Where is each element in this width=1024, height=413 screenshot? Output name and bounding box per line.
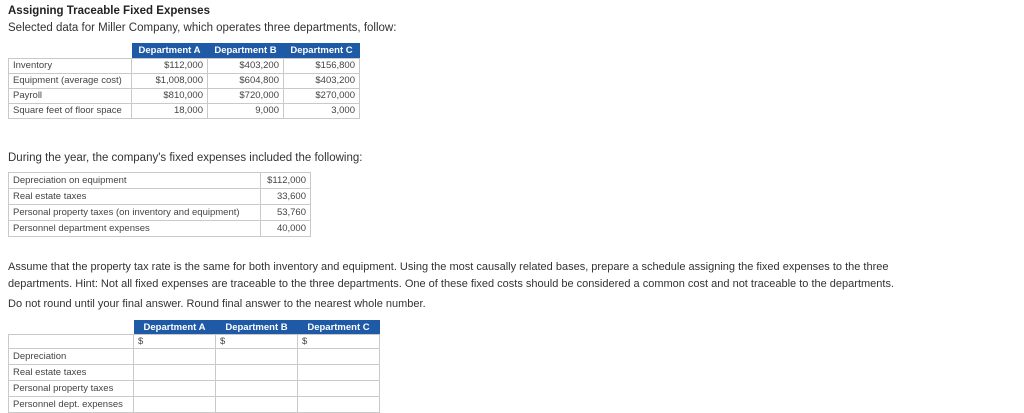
cell-value: $810,000 bbox=[132, 88, 208, 103]
real-estate-taxes-dept-c-input[interactable] bbox=[302, 366, 375, 380]
table-row bbox=[9, 88, 360, 103]
table-row bbox=[9, 58, 360, 73]
data-header-row bbox=[9, 43, 360, 58]
row-label: Inventory bbox=[9, 58, 132, 73]
table-row bbox=[9, 397, 380, 413]
col-header-dept-c: Department C bbox=[284, 43, 360, 58]
cell-value: 53,760 bbox=[261, 205, 311, 221]
row-label-depreciation: Depreciation bbox=[9, 349, 134, 365]
col-header-dept-a: Department A bbox=[132, 43, 208, 58]
col-header-dept-c: Department C bbox=[298, 320, 380, 335]
personal-property-taxes-dept-a-input[interactable] bbox=[138, 382, 211, 396]
row-label-real-estate-taxes: Real estate taxes bbox=[9, 365, 134, 381]
instructions-line-2: departments. Hint: Not all fixed expenses are traceable to the three departments. One of these fixed costs should be considered a common cost and not traceable to the departments. bbox=[8, 278, 895, 290]
cell-value: 9,000 bbox=[208, 103, 284, 118]
department-data-table bbox=[8, 43, 360, 119]
cell-value: 33,600 bbox=[261, 189, 311, 205]
table-row bbox=[9, 189, 311, 205]
col-header-dept-a: Department A bbox=[134, 320, 216, 335]
col-header-dept-b: Department B bbox=[208, 43, 284, 58]
table-row bbox=[9, 221, 311, 237]
table-row bbox=[9, 381, 380, 397]
row-label: Depreciation on equipment bbox=[9, 173, 261, 189]
cell-value: $403,200 bbox=[208, 58, 284, 73]
instructions-line-1: Assume that the property tax rate is the same for both inventory and equipment. Using the most causally related bases, prepare a schedule assigning the fixed expenses to the three bbox=[8, 261, 889, 273]
row-label: Payroll bbox=[9, 88, 132, 103]
answer-header-row bbox=[9, 320, 380, 335]
intro-text: Selected data for Miller Company, which operates three departments, follow: bbox=[8, 22, 397, 34]
row-label: Personnel department expenses bbox=[9, 221, 261, 237]
row-label-personnel-dept-expenses: Personnel dept. expenses bbox=[9, 397, 134, 413]
personnel-dept-expenses-dept-a-input[interactable] bbox=[138, 398, 211, 412]
real-estate-taxes-dept-a-input[interactable] bbox=[138, 366, 211, 380]
row-label-personal-property-taxes: Personal property taxes bbox=[9, 381, 134, 397]
cell-value: $112,000 bbox=[132, 58, 208, 73]
row-label: Personal property taxes (on inventory and equipment) bbox=[9, 205, 261, 221]
cell-value: 3,000 bbox=[284, 103, 360, 118]
cell-value: 40,000 bbox=[261, 221, 311, 237]
cell-value: $1,008,000 bbox=[132, 73, 208, 88]
table-row bbox=[9, 73, 360, 88]
cell-value: $403,200 bbox=[284, 73, 360, 88]
depreciation-dept-c-input[interactable] bbox=[302, 350, 375, 364]
depreciation-dept-b-input[interactable] bbox=[220, 350, 293, 364]
currency-symbol: $ bbox=[298, 335, 380, 349]
row-label: Real estate taxes bbox=[9, 189, 261, 205]
table-row bbox=[9, 173, 311, 189]
fixed-expenses-intro: During the year, the company's fixed expenses included the following: bbox=[8, 152, 363, 164]
col-header-dept-b: Department B bbox=[216, 320, 298, 335]
cell-value: $112,000 bbox=[261, 173, 311, 189]
personal-property-taxes-dept-b-input[interactable] bbox=[220, 382, 293, 396]
depreciation-dept-a-input[interactable] bbox=[138, 350, 211, 364]
cell-value: $720,000 bbox=[208, 88, 284, 103]
currency-row bbox=[9, 335, 380, 349]
table-row bbox=[9, 365, 380, 381]
table-row bbox=[9, 103, 360, 118]
currency-symbol: $ bbox=[216, 335, 298, 349]
fixed-expenses-table bbox=[8, 172, 311, 237]
instructions-line-3: Do not round until your final answer. Round final answer to the nearest whole number. bbox=[8, 298, 426, 310]
currency-symbol: $ bbox=[134, 335, 216, 349]
cell-value: $270,000 bbox=[284, 88, 360, 103]
cell-value: 18,000 bbox=[132, 103, 208, 118]
cell-value: $156,800 bbox=[284, 58, 360, 73]
real-estate-taxes-dept-b-input[interactable] bbox=[220, 366, 293, 380]
answer-schedule-table bbox=[8, 320, 380, 413]
table-row bbox=[9, 205, 311, 221]
row-label: Equipment (average cost) bbox=[9, 73, 132, 88]
page-title: Assigning Traceable Fixed Expenses bbox=[8, 5, 210, 17]
personnel-dept-expenses-dept-c-input[interactable] bbox=[302, 398, 375, 412]
table-row bbox=[9, 349, 380, 365]
personal-property-taxes-dept-c-input[interactable] bbox=[302, 382, 375, 396]
personnel-dept-expenses-dept-b-input[interactable] bbox=[220, 398, 293, 412]
row-label: Square feet of floor space bbox=[9, 103, 132, 118]
cell-value: $604,800 bbox=[208, 73, 284, 88]
